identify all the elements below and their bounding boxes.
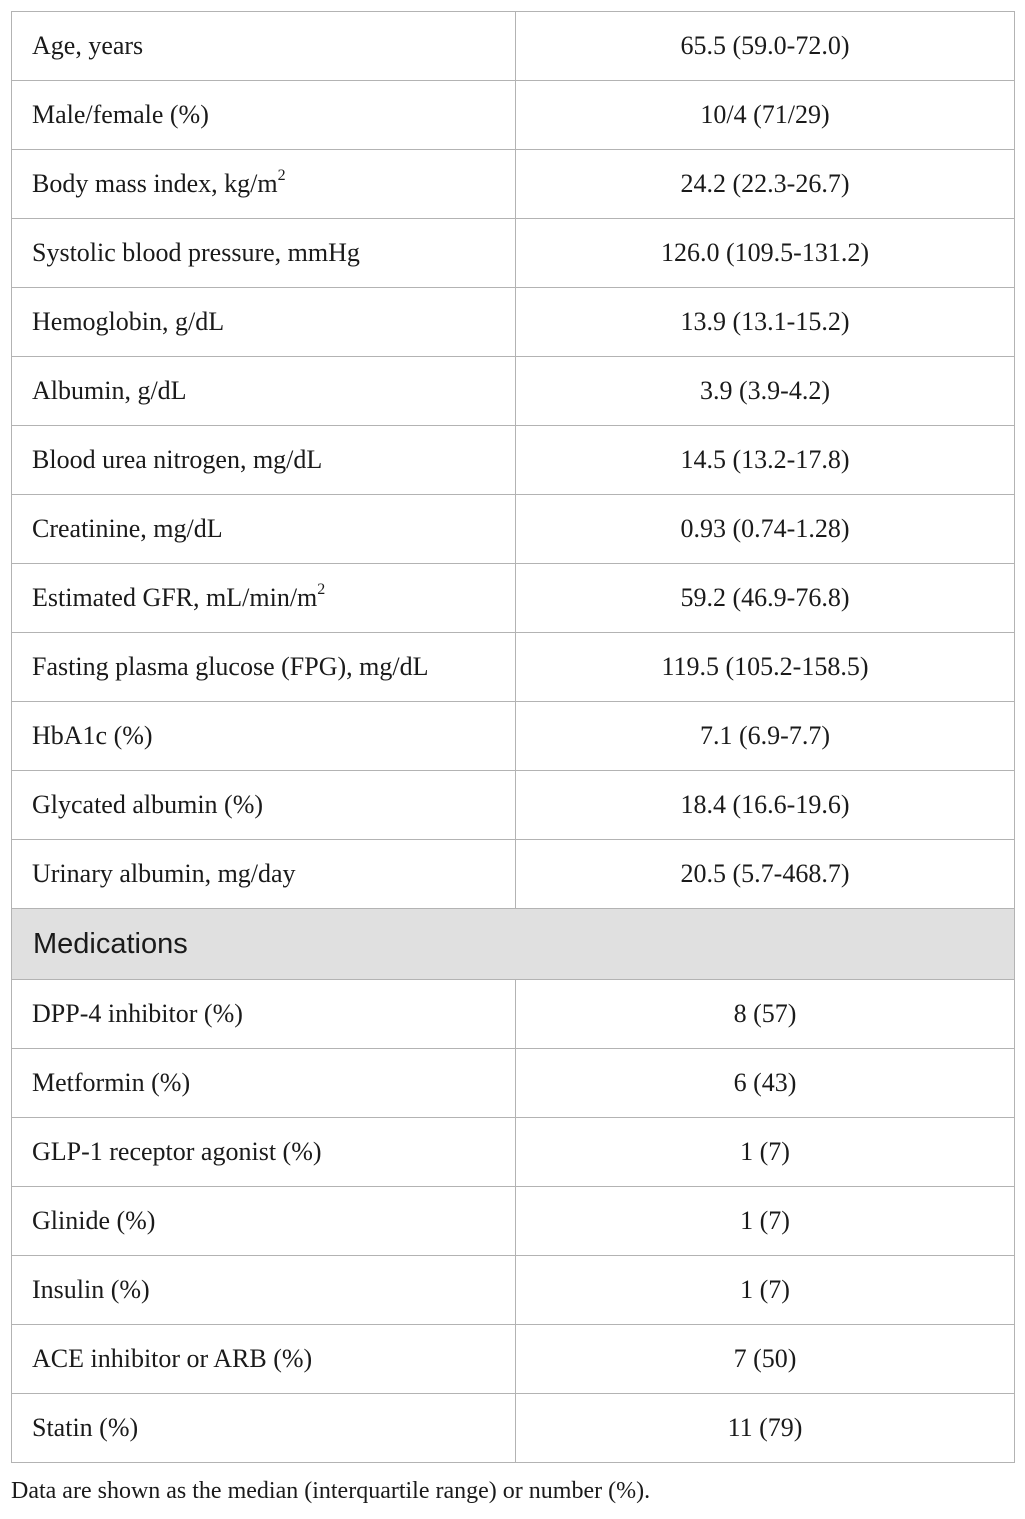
- row-value: 7.1 (6.9-7.7): [516, 702, 1015, 771]
- table-row: [12, 357, 1015, 426]
- row-label: Age, years: [12, 12, 516, 81]
- row-value: 0.93 (0.74-1.28): [516, 495, 1015, 564]
- row-value: 65.5 (59.0-72.0): [516, 12, 1015, 81]
- table-row: [12, 1325, 1015, 1394]
- row-value: 7 (50): [516, 1325, 1015, 1394]
- superscript: 2: [277, 167, 286, 184]
- row-value: 18.4 (16.6-19.6): [516, 771, 1015, 840]
- row-value: 59.2 (46.9-76.8): [516, 564, 1015, 633]
- row-label: Urinary albumin, mg/day: [12, 840, 516, 909]
- row-label: Blood urea nitrogen, mg/dL: [12, 426, 516, 495]
- table-row: [12, 564, 1015, 633]
- row-label: Creatinine, mg/dL: [12, 495, 516, 564]
- table-row: [12, 12, 1015, 81]
- table-row: [12, 1256, 1015, 1325]
- baseline-characteristics-table-container: [11, 11, 1014, 1463]
- row-value: 24.2 (22.3-26.7): [516, 150, 1015, 219]
- table-row: [12, 1049, 1015, 1118]
- row-label: ACE inhibitor or ARB (%): [12, 1325, 516, 1394]
- table-row: [12, 702, 1015, 771]
- row-value: 8 (57): [516, 980, 1015, 1049]
- table-row: [12, 1187, 1015, 1256]
- row-value: 1 (7): [516, 1187, 1015, 1256]
- row-label: [12, 564, 516, 633]
- row-label: Albumin, g/dL: [12, 357, 516, 426]
- row-label-text: Estimated GFR, mL/min/m: [32, 583, 318, 612]
- table-row: [12, 219, 1015, 288]
- table-row: [12, 1118, 1015, 1187]
- baseline-characteristics-table: [11, 11, 1015, 1463]
- row-label: Insulin (%): [12, 1256, 516, 1325]
- row-value: 126.0 (109.5-131.2): [516, 219, 1015, 288]
- table-row: [12, 980, 1015, 1049]
- table-row: [12, 150, 1015, 219]
- row-value: 14.5 (13.2-17.8): [516, 426, 1015, 495]
- row-label-text: Body mass index, kg/m: [32, 169, 278, 198]
- row-label: Metformin (%): [12, 1049, 516, 1118]
- row-label: Systolic blood pressure, mmHg: [12, 219, 516, 288]
- row-value: 1 (7): [516, 1256, 1015, 1325]
- table-row: [12, 771, 1015, 840]
- table-footnote: Data are shown as the median (interquartile range) or number (%).: [11, 1478, 651, 1504]
- row-value: 119.5 (105.2-158.5): [516, 633, 1015, 702]
- section-header-row: [12, 909, 1015, 980]
- superscript: 2: [317, 581, 326, 598]
- row-label: Hemoglobin, g/dL: [12, 288, 516, 357]
- row-value: 1 (7): [516, 1118, 1015, 1187]
- table-row: [12, 840, 1015, 909]
- row-value: 20.5 (5.7-468.7): [516, 840, 1015, 909]
- table-row: [12, 288, 1015, 357]
- table-row: [12, 1394, 1015, 1463]
- row-label: Male/female (%): [12, 81, 516, 150]
- table-row: [12, 81, 1015, 150]
- row-label: Glinide (%): [12, 1187, 516, 1256]
- table-row: [12, 633, 1015, 702]
- row-label: Statin (%): [12, 1394, 516, 1463]
- row-label: Glycated albumin (%): [12, 771, 516, 840]
- row-label: DPP-4 inhibitor (%): [12, 980, 516, 1049]
- row-label: [12, 150, 516, 219]
- medications-section-header: Medications: [12, 909, 1015, 980]
- row-value: 13.9 (13.1-15.2): [516, 288, 1015, 357]
- row-label: Fasting plasma glucose (FPG), mg/dL: [12, 633, 516, 702]
- row-label: GLP-1 receptor agonist (%): [12, 1118, 516, 1187]
- row-value: 6 (43): [516, 1049, 1015, 1118]
- row-value: 11 (79): [516, 1394, 1015, 1463]
- row-value: 10/4 (71/29): [516, 81, 1015, 150]
- table-row: [12, 426, 1015, 495]
- row-value: 3.9 (3.9-4.2): [516, 357, 1015, 426]
- table-row: [12, 495, 1015, 564]
- row-label: HbA1c (%): [12, 702, 516, 771]
